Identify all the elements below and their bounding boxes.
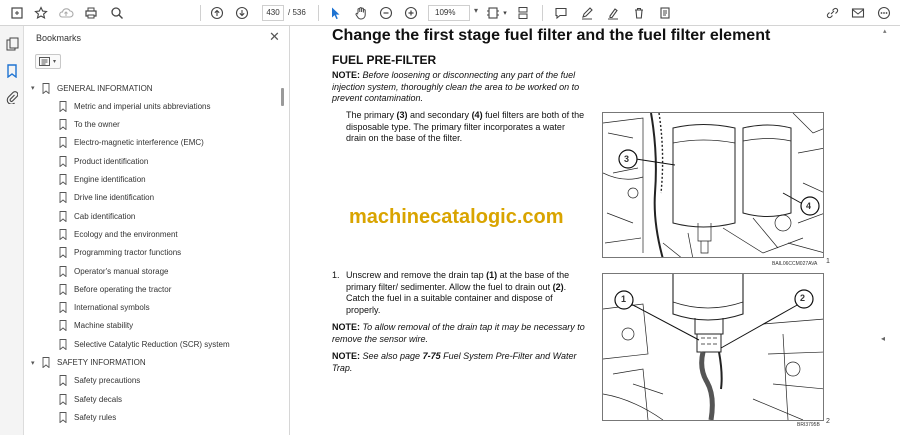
bookmark-label: Selective Catalytic Reduction (SCR) system	[74, 339, 230, 349]
list-options-icon	[39, 57, 50, 66]
comment-icon[interactable]	[552, 3, 570, 23]
figure-fuel-filters	[602, 112, 824, 258]
bookmark-options-button[interactable]	[35, 54, 61, 69]
expand-toggle-icon[interactable]: ▾	[31, 85, 35, 92]
fit-dropdown-icon[interactable]: ▾	[503, 10, 507, 17]
bookmark-item[interactable]	[25, 244, 281, 262]
zoom-out-icon[interactable]	[377, 3, 395, 23]
pages-thumbnail-icon[interactable]	[4, 36, 20, 52]
bookmark-item[interactable]	[25, 335, 281, 353]
bookmark-label: Programming tractor functions	[74, 248, 182, 258]
bookmark-icon	[59, 211, 67, 222]
bookmark-icon	[59, 247, 67, 258]
bookmark-icon	[59, 137, 67, 148]
figure-code: BAIL06CCM027AVA	[772, 261, 818, 267]
delete-icon[interactable]	[630, 3, 648, 23]
bookmark-label: Drive line identification	[74, 193, 155, 203]
bookmark-label: Engine identification	[74, 175, 146, 184]
bookmark-item[interactable]	[25, 97, 281, 115]
bookmark-item[interactable]	[25, 280, 281, 298]
navigation-rail	[0, 26, 24, 435]
bookmark-icon	[42, 83, 50, 94]
bookmark-icon	[59, 229, 67, 240]
body-paragraph: The primary (3) and secondary (4) fuel filters are both of the disposable type. The primary filter incorporates a water drain on the base of the filter.	[346, 110, 585, 143]
callout-4: 4	[806, 201, 812, 211]
bookmark-section[interactable]	[25, 354, 281, 372]
bookmark-label: SAFETY INFORMATION	[57, 358, 146, 367]
bookmark-star-icon[interactable]	[32, 3, 50, 23]
stamp-icon[interactable]	[656, 3, 674, 23]
scroll-mode-icon[interactable]	[514, 3, 532, 23]
bookmark-item[interactable]	[25, 116, 281, 134]
bookmark-icon	[59, 174, 67, 185]
search-icon[interactable]	[108, 3, 126, 23]
bookmark-item[interactable]	[25, 189, 281, 207]
callout-1: 1	[621, 294, 627, 304]
email-icon[interactable]	[849, 3, 867, 23]
bookmark-icon	[59, 375, 67, 386]
bookmarks-panel-icon[interactable]	[4, 63, 20, 79]
bookmark-label: Safety precautions	[74, 376, 141, 386]
highlight-icon[interactable]	[604, 3, 622, 23]
bookmark-label: Product identification	[74, 156, 149, 166]
toolbar	[0, 0, 900, 26]
bookmark-icon	[59, 156, 67, 167]
step-paragraph: 1. Unscrew and remove the drain tap (1) at the base of the primary filter/ sedimenter. Allow the fuel to drain out (2). Catch the fuel in a suitable container and dispose of properly.	[332, 270, 570, 315]
bookmark-label: GENERAL INFORMATION	[57, 83, 153, 93]
figure-number: 2	[826, 418, 830, 425]
bookmark-icon	[59, 394, 67, 405]
bookmark-label: Safety decals	[74, 394, 123, 404]
pen-icon[interactable]	[578, 3, 596, 23]
bookmark-item[interactable]	[25, 152, 281, 170]
bookmark-label: Operator's manual storage	[74, 266, 169, 276]
callout-2: 2	[800, 293, 806, 303]
bookmarks-panel	[25, 26, 290, 435]
bookmark-icon	[59, 412, 67, 423]
share-link-icon[interactable]	[823, 3, 841, 23]
bookmark-item[interactable]	[25, 207, 281, 225]
watermark-text: machinecatalogic.com	[349, 206, 564, 228]
previous-page-icon[interactable]	[208, 3, 226, 23]
note-paragraph: NOTE: To allow removal of the drain tap it may be necessary to remove the sensor wire.	[332, 322, 585, 344]
bookmark-item[interactable]	[25, 317, 281, 335]
page-title: Change the first stage fuel filter and the fuel filter element	[332, 27, 771, 44]
bookmark-label: Electro-magnetic interference (EMC)	[74, 138, 204, 148]
bookmark-item[interactable]	[25, 225, 281, 243]
bookmark-label: To the owner	[74, 120, 120, 130]
bookmark-item[interactable]	[25, 262, 281, 280]
bookmark-icon	[42, 357, 50, 368]
scroll-up-icon[interactable]: ▴	[883, 28, 887, 35]
bookmark-section[interactable]	[25, 79, 281, 97]
page-number-input[interactable]: 430	[262, 5, 284, 21]
callout-3: 3	[624, 154, 630, 164]
bookmark-item[interactable]	[25, 372, 281, 390]
bookmark-list	[25, 77, 281, 435]
bookmark-icon	[59, 320, 67, 331]
expand-toggle-icon[interactable]: ▾	[31, 359, 35, 367]
bookmark-icon	[59, 339, 67, 350]
more-options-icon[interactable]	[875, 3, 893, 23]
bookmark-label: Ecology and the environment	[74, 229, 178, 239]
bookmark-item[interactable]	[25, 171, 281, 189]
bookmark-icon	[59, 302, 67, 313]
bookmark-icon	[59, 284, 67, 295]
bookmark-item[interactable]	[25, 408, 281, 426]
home-icon[interactable]	[8, 3, 26, 23]
expand-right-panel-icon[interactable]: ◂	[881, 334, 886, 343]
bookmark-label: Machine stability	[74, 321, 134, 331]
note-paragraph: NOTE: Before loosening or disconnecting any part of the fuel injection system, thoroughly clean the area to be worked on to prevent contamination.	[332, 70, 580, 103]
note-paragraph: NOTE: See also page 7-75 Fuel System Pre-Filter and Water Trap.	[332, 351, 577, 373]
bookmark-item[interactable]	[25, 299, 281, 317]
bookmark-label: Metric and imperial units abbreviations	[74, 101, 211, 111]
attachments-icon[interactable]	[4, 89, 20, 105]
pdf-page	[305, 26, 880, 435]
hand-tool-icon[interactable]	[352, 3, 370, 23]
figure-drain-tap	[602, 273, 824, 421]
zoom-in-icon[interactable]	[402, 3, 420, 23]
section-heading: FUEL PRE-FILTER	[332, 53, 437, 67]
panel-scrollbar-thumb[interactable]	[281, 88, 284, 106]
panel-title: Bookmarks	[36, 33, 82, 43]
close-icon[interactable]: ✕	[269, 29, 280, 44]
bookmark-icon	[59, 266, 67, 277]
zoom-level-field[interactable]: 109%	[428, 5, 470, 21]
bookmark-item[interactable]	[25, 390, 281, 408]
drain-tap-illustration	[603, 274, 824, 421]
bookmark-label: Cab identification	[74, 211, 136, 221]
document-view	[291, 26, 900, 435]
zoom-dropdown-icon[interactable]: ▾	[474, 6, 479, 15]
select-cursor-icon[interactable]	[327, 3, 345, 23]
bookmark-icon	[59, 101, 67, 112]
bookmark-icon	[59, 119, 67, 130]
cloud-upload-icon[interactable]	[57, 3, 75, 23]
print-icon[interactable]	[82, 3, 100, 23]
page-total: / 536	[288, 8, 306, 17]
bookmark-label: Safety rules	[74, 412, 117, 422]
bookmark-label: Before operating the tractor	[74, 284, 172, 294]
bookmark-label: International symbols	[74, 303, 150, 313]
fuel-filters-illustration	[603, 113, 824, 258]
figure-code: BRI3795B	[797, 422, 820, 428]
figure-number: 1	[826, 258, 830, 265]
bookmark-icon	[59, 192, 67, 203]
chevron-down-icon: ▾	[53, 59, 57, 65]
bookmark-item[interactable]	[25, 134, 281, 152]
next-page-icon[interactable]	[233, 3, 251, 23]
